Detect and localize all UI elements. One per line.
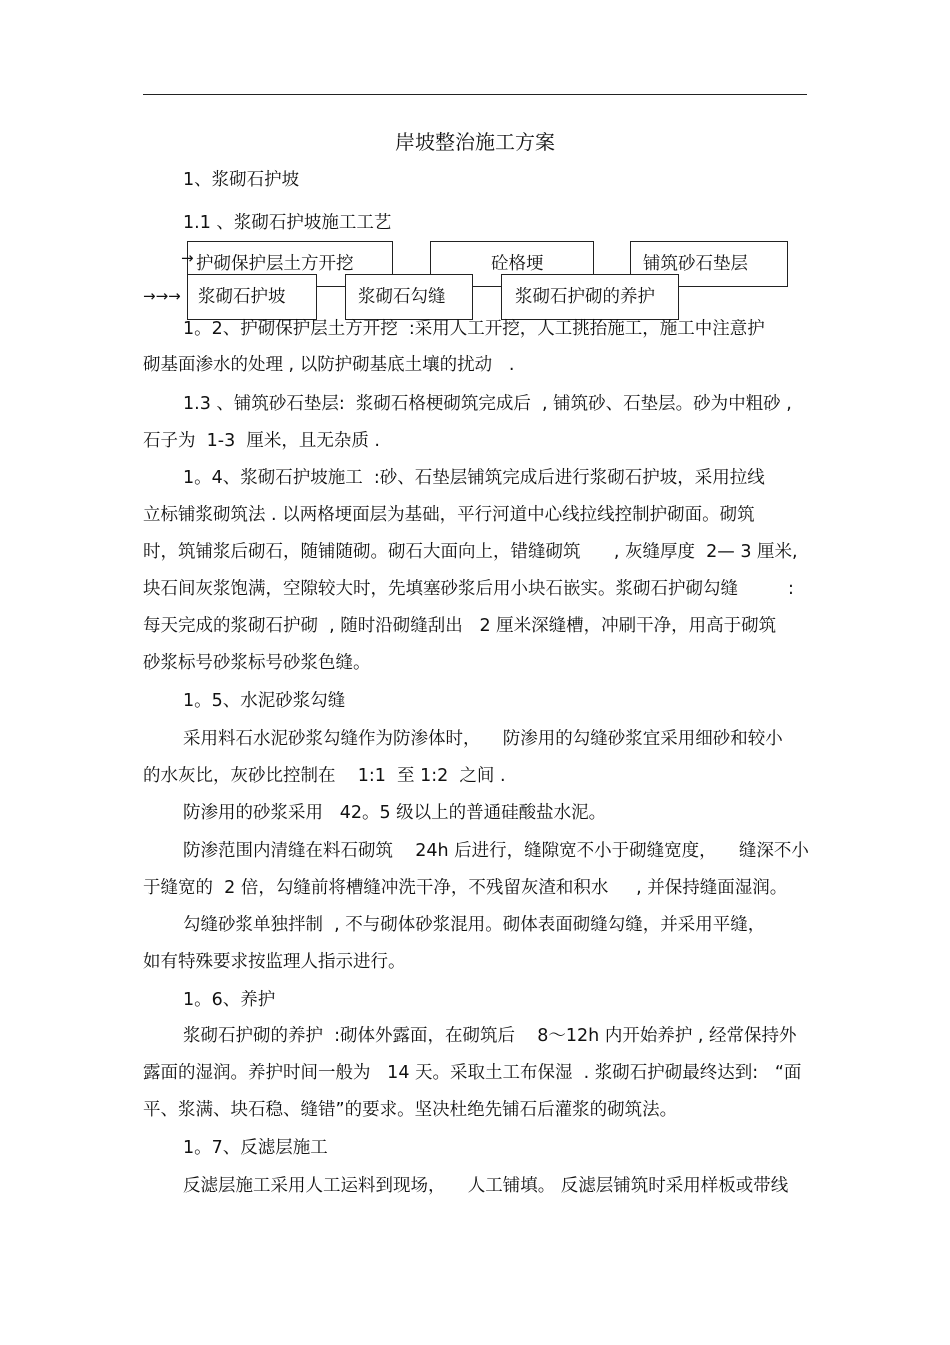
flow-box-masonry-pointing: [345, 274, 473, 320]
body-line: 浆砌石护砌的养护 :砌体外露面，在砌筑后 8～12h 内开始养护 , 经常保持外: [183, 1026, 797, 1046]
section-heading-1-1: 1.1 、浆砌石护坡施工工艺: [183, 213, 392, 233]
body-line: 防渗范围内清缝在料石砌筑 24h 后进行，缝隙宽不小于砌缝宽度， 缝深不小: [183, 841, 809, 861]
body-line: 砂浆标号砂浆标号砂浆色缝。: [143, 653, 371, 673]
flow-box-label: 浆砌石勾缝: [358, 287, 446, 307]
flow-arrow-icon: →→→: [143, 287, 181, 305]
body-line: 的水灰比，灰砂比控制在 1:1 至 1:2 之间 .: [143, 766, 506, 786]
body-line: 每天完成的浆砌石护砌 , 随时沿砌缝刮出 2 厘米深缝槽，冲刷干净，用高于砌筑: [143, 616, 777, 636]
flow-arrow-icon: →: [181, 249, 194, 267]
flow-box-label: 铺筑砂石垫层: [643, 254, 748, 274]
body-line: 砌基面渗水的处理 , 以防护砌基底土壤的扰动 .: [143, 355, 515, 375]
body-line: 于缝宽的 2 倍，勾缝前将槽缝冲洗干净，不残留灰渣和积水 , 并保持缝面湿润。: [143, 878, 788, 898]
header-rule: [143, 94, 807, 95]
flow-box-label: 浆砌石护坡: [198, 287, 286, 307]
flow-box-masonry-curing: [501, 274, 679, 320]
body-line: 勾缝砂浆单独拌制 , 不与砌体砂浆混用。砌体表面砌缝勾缝，并采用平缝，: [183, 915, 766, 935]
body-line: 1。4、浆砌石护坡施工 :砂、石垫层铺筑完成后进行浆砌石护坡，采用拉线: [183, 468, 765, 488]
body-line: 1.3 、铺筑砂石垫层: 浆砌石格梗砌筑完成后 , 铺筑砂、石垫层。砂为中粗砂 ,: [183, 394, 792, 414]
flow-box-label: 护砌保护层土方开挖: [196, 254, 354, 274]
body-line: 平、浆满、块石稳、缝错”的要求。坚决杜绝先铺石后灌浆的砌筑法。: [143, 1100, 678, 1120]
page-title: 岸坡整治施工方案: [395, 130, 555, 154]
flow-box-masonry-slope: [187, 274, 317, 320]
body-line: 石子为 1-3 厘米，且无杂质 .: [143, 431, 380, 451]
body-line: 如有特殊要求按监理人指示进行。: [143, 952, 406, 972]
body-line: 反滤层施工采用人工运料到现场， 人工铺填。 反滤层铺筑时采用样板或带线: [183, 1176, 789, 1196]
flow-box-label: 砼格埂: [491, 254, 544, 274]
body-line: 采用料石水泥砂浆勾缝作为防渗体时， 防渗用的勾缝砂浆宜采用细砂和较小: [183, 729, 783, 749]
body-line: 防渗用的砂浆采用 42。5 级以上的普通硅酸盐水泥。: [183, 803, 607, 823]
section-heading-1-6: 1。6、养护: [183, 990, 276, 1010]
body-line: 露面的湿润。养护时间一般为 14 天。采取土工布保湿 . 浆砌石护砌最终达到: “面: [143, 1063, 802, 1083]
section-heading-1: 1、浆砌石护坡: [183, 170, 300, 190]
body-line: 立标铺浆砌筑法 . 以两格埂面层为基础，平行河道中心线拉线控制护砌面。砌筑: [143, 505, 755, 525]
body-line: 时，筑铺浆后砌石，随铺随砌。砌石大面向上，错缝砌筑 , 灰缝厚度 2— 3 厘米,: [143, 542, 798, 562]
section-heading-1-5: 1。5、水泥砂浆勾缝: [183, 691, 346, 711]
section-heading-1-7: 1。7、反滤层施工: [183, 1138, 328, 1158]
body-line: 块石间灰浆饱满，空隙较大时，先填塞砂浆后用小块石嵌实。浆砌石护砌勾缝 :: [143, 579, 794, 599]
flow-box-label: 浆砌石护砌的养护: [515, 287, 655, 307]
body-line: 1。2、护砌保护层土方开挖 :采用人工开挖，人工挑抬施工，施工中注意护: [183, 319, 765, 339]
